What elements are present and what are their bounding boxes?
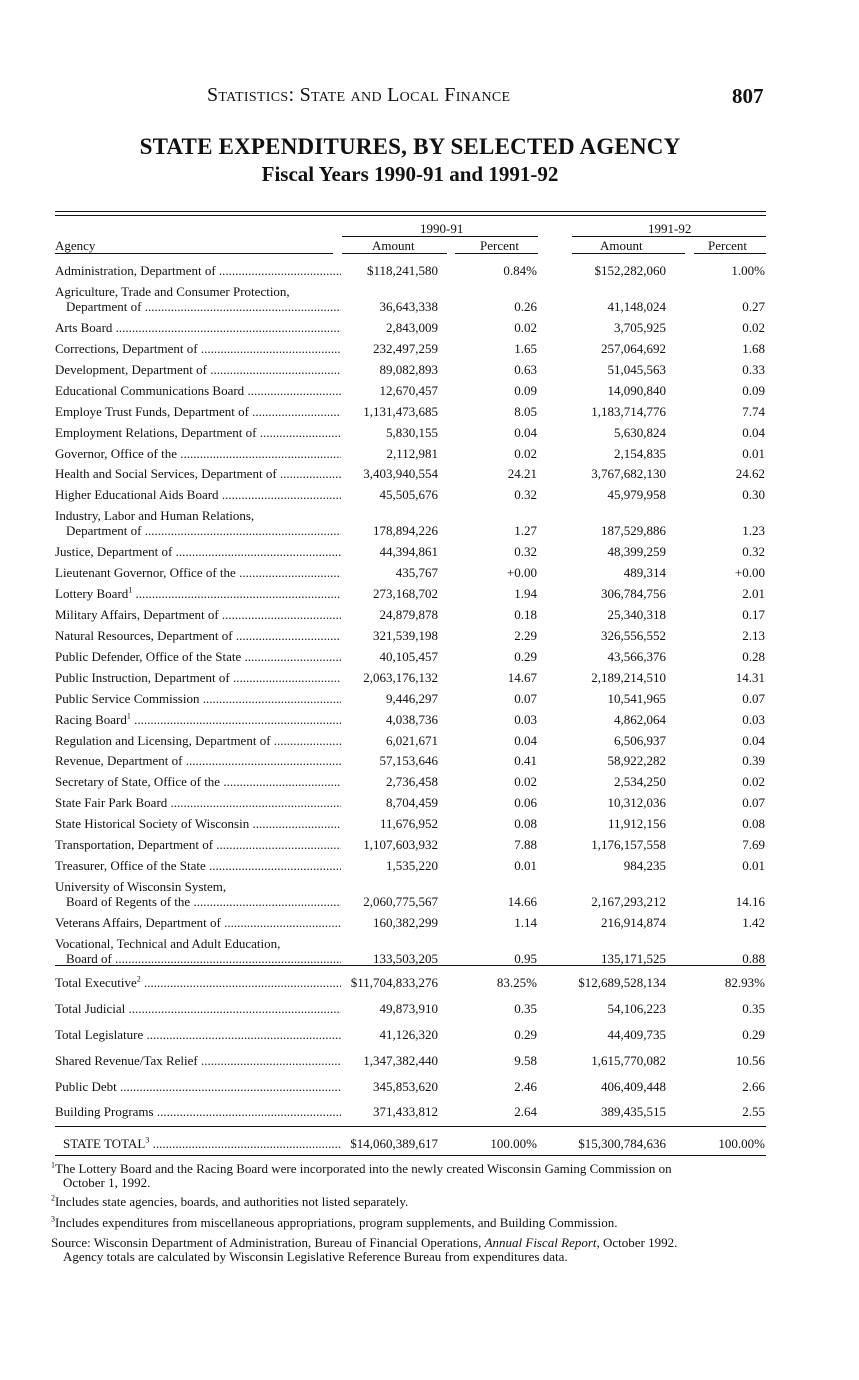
- amount-1990-91: $11,704,833,276: [350, 975, 438, 990]
- amount-1990-91: 44,394,861: [379, 544, 438, 560]
- percent-1990-91: 2.64: [514, 1104, 537, 1119]
- footnote-2-mark: 2: [51, 1193, 55, 1203]
- agency-name: Lieutenant Governor, Office of the .....: [55, 565, 341, 580]
- percent-1990-91: 0.84%: [503, 263, 537, 278]
- agency-name: State Fair Park Board .....: [55, 795, 341, 810]
- percent-1990-91: 0.18: [514, 607, 537, 623]
- agency-name: Transportation, Department of .....: [55, 837, 341, 852]
- amount-1991-92: 54,106,223: [607, 1001, 666, 1016]
- page-subtitle: Fiscal Years 1990-91 and 1991-92: [261, 162, 559, 186]
- footnote-2: [51, 1195, 771, 1209]
- agency-cell: [55, 691, 341, 706]
- amount-1990-91: 371,433,812: [373, 1104, 438, 1119]
- percent-1990-91: 1.14: [514, 915, 537, 930]
- percent-1991-92: 2.66: [742, 1079, 765, 1094]
- amount-1991-92: 3,767,682,130: [591, 466, 666, 482]
- percent-1990-91: 0.04: [514, 732, 537, 748]
- header-underline-percent1: [455, 253, 538, 254]
- agency-name: Lottery Board$^1$ .....: [55, 586, 341, 601]
- percent-1990-91: 0.03: [514, 711, 537, 727]
- agency-cell: [55, 362, 341, 377]
- agency-name: Employe Trust Funds, Department of .....: [55, 404, 341, 419]
- amount-1990-91: 1,107,603,932: [363, 837, 438, 852]
- amount-1991-92-header: Amount: [600, 238, 643, 253]
- amount-1991-92: $152,282,060: [594, 263, 666, 278]
- amount-1990-91: 178,894,226: [373, 523, 438, 539]
- amount-1991-92: 2,154,835: [614, 445, 666, 461]
- percent-1990-91: 0.26: [514, 298, 537, 314]
- percent-1991-92: 0.88: [742, 950, 765, 966]
- total-label-cell: [55, 1079, 341, 1094]
- agency-cell: [55, 733, 341, 748]
- percent-1991-92: 0.30: [742, 487, 765, 503]
- footnote-1-mark: 1: [51, 1160, 55, 1170]
- amount-1990-91: 4,038,736: [386, 711, 438, 727]
- amount-1991-92: 1,176,157,558: [591, 837, 666, 852]
- amount-1991-92: 10,541,965: [607, 690, 666, 706]
- footnote-3-text: Includes expenditures from miscellaneous appropriations, program supplements, and Building Commission.: [55, 1215, 618, 1230]
- agency-name: Racing Board$^1$ .....: [55, 712, 341, 727]
- amount-1991-92: 25,340,318: [607, 607, 666, 623]
- agency-name: State Historical Society of Wisconsin .....: [55, 816, 341, 831]
- agency-cell: [55, 544, 341, 559]
- agency-name: Arts Board .....: [55, 320, 341, 335]
- percent-1991-92: 0.35: [742, 1001, 765, 1016]
- agency-name: Administration, Department of .....: [55, 263, 341, 278]
- totals-top-rule: [55, 965, 766, 966]
- percent-1990-91: 0.35: [514, 1001, 537, 1016]
- percent-1991-92: 0.07: [742, 795, 765, 811]
- header-underline-amount2: [572, 253, 685, 254]
- agency-cell: [55, 607, 341, 622]
- state-total-label-cell: [63, 1136, 341, 1151]
- footnote-ref: 1: [128, 586, 133, 595]
- amount-1991-92: 6,506,937: [614, 732, 666, 748]
- percent-1990-91: 2.29: [514, 628, 537, 643]
- percent-1990-91: 83.25%: [496, 975, 537, 990]
- amount-1990-91-header: Amount: [372, 238, 415, 253]
- agency-name: Revenue, Department of .....: [55, 753, 341, 768]
- agency-column-header: Agency: [55, 238, 96, 253]
- percent-1990-91: 24.21: [507, 466, 537, 482]
- agency-name: Department of .....: [55, 299, 341, 314]
- amount-1991-92: 3,705,925: [614, 320, 666, 336]
- percent-1991-92: 100.00%: [718, 1136, 765, 1151]
- amount-1990-91: 41,126,320: [379, 1027, 438, 1042]
- total-label-cell: [55, 1104, 341, 1119]
- percent-1991-92: 0.04: [742, 732, 765, 748]
- agency-name: Justice, Department of .....: [55, 544, 341, 559]
- amount-1990-91: 12,670,457: [379, 382, 438, 398]
- amount-1990-91: 9,446,297: [386, 690, 438, 706]
- amount-1991-92: 216,914,874: [601, 915, 666, 930]
- percent-1991-92: 0.03: [742, 711, 765, 727]
- year-1990-91-underline: [342, 236, 538, 237]
- agency-cell: [55, 628, 341, 643]
- amount-1991-92: 406,409,448: [601, 1079, 666, 1094]
- total-label: Total Executive$^2$ .....: [55, 975, 341, 990]
- agency-cell: [55, 487, 341, 502]
- amount-1991-92: 326,556,552: [601, 628, 666, 643]
- percent-1990-91: 14.66: [507, 893, 537, 909]
- amount-1991-92: 5,630,824: [614, 424, 666, 440]
- header-underline-agency: [55, 253, 333, 254]
- percent-1990-91-header: Percent: [480, 238, 519, 253]
- percent-1991-92: 1.68: [742, 341, 765, 356]
- total-label: Public Debt .....: [55, 1079, 341, 1094]
- state-total-bottom-rule: [55, 1155, 766, 1156]
- amount-1991-92: 4,862,064: [614, 711, 666, 727]
- amount-1990-91: 6,021,671: [386, 732, 438, 748]
- agency-cell: [55, 446, 341, 461]
- amount-1991-92: 45,979,958: [607, 487, 666, 503]
- percent-1991-92: 7.69: [742, 837, 765, 852]
- amount-1991-92: 306,784,756: [601, 586, 666, 602]
- amount-1990-91: 49,873,910: [379, 1001, 438, 1016]
- percent-1990-91: 9.58: [514, 1053, 537, 1068]
- amount-1991-92: 11,912,156: [607, 816, 666, 832]
- total-label: Building Programs .....: [55, 1104, 341, 1119]
- amount-1991-92: 14,090,840: [607, 382, 666, 398]
- amount-1990-91: 273,168,702: [373, 586, 438, 602]
- agency-name: Regulation and Licensing, Department of .....: [55, 733, 341, 748]
- running-header: Statistics: State and Local Finance: [207, 84, 511, 106]
- footnote-1-continued: October 1, 1992.: [63, 1175, 151, 1190]
- agency-name: Public Service Commission .....: [55, 691, 341, 706]
- percent-1990-91: 0.41: [514, 753, 537, 769]
- agency-name: Development, Department of .....: [55, 362, 341, 377]
- footnote-3: [51, 1216, 771, 1230]
- footnote-ref: 3: [145, 1136, 150, 1145]
- agency-name: Department of .....: [55, 523, 341, 538]
- amount-1990-91: 11,676,952: [379, 816, 438, 832]
- agency-name-line1: Industry, Labor and Human Relations,: [55, 508, 255, 524]
- amount-1991-92: 389,435,515: [601, 1104, 666, 1119]
- state-total-label: STATE TOTAL$^3$ .....: [63, 1136, 341, 1151]
- agency-name: Governor, Office of the .....: [55, 446, 341, 461]
- amount-1990-91: 5,830,155: [386, 424, 438, 440]
- amount-1990-91: 2,063,176,132: [363, 669, 438, 685]
- footnote-ref: 1: [126, 711, 131, 721]
- percent-1990-91: 1.27: [514, 523, 537, 539]
- table-top-rule-2: [55, 215, 766, 216]
- percent-1990-91: 0.29: [514, 1027, 537, 1042]
- page-title: STATE EXPENDITURES, BY SELECTED AGENCY: [139, 134, 681, 159]
- percent-1990-91: 14.67: [507, 669, 537, 685]
- agency-cell: [55, 915, 341, 930]
- footnote-1: [51, 1162, 771, 1190]
- percent-1990-91: 0.06: [514, 795, 537, 811]
- agency-name: Educational Communications Board .....: [55, 383, 341, 398]
- amount-1990-91: 2,736,458: [386, 774, 438, 790]
- percent-1991-92: 7.74: [742, 403, 765, 419]
- amount-1990-91: 232,497,259: [373, 341, 438, 356]
- amount-1991-92: 2,167,293,212: [591, 893, 666, 909]
- agency-cell: [55, 404, 341, 419]
- amount-1990-91: 435,767: [395, 565, 438, 581]
- percent-1991-92: 10.56: [735, 1053, 765, 1068]
- amount-1990-91: 45,505,676: [379, 487, 438, 503]
- percent-1991-92: 0.27: [742, 298, 765, 314]
- percent-1991-92: 0.33: [742, 361, 765, 377]
- percent-1990-91: 0.32: [514, 487, 537, 503]
- source-note: [51, 1236, 771, 1264]
- amount-1991-92: 135,171,525: [601, 950, 666, 966]
- agency-cell: [55, 508, 341, 538]
- percent-1991-92: 1.42: [742, 915, 765, 930]
- amount-1990-91: 57,153,646: [379, 753, 438, 769]
- amount-1991-92: 1,615,770,082: [591, 1053, 666, 1068]
- percent-1991-92: 2.55: [742, 1104, 765, 1119]
- percent-1991-92: 82.93%: [724, 975, 765, 990]
- agency-cell: [55, 753, 341, 768]
- amount-1990-91: 133,503,205: [373, 950, 438, 966]
- percent-1990-91: 0.01: [514, 857, 537, 873]
- agency-cell: [55, 263, 341, 278]
- amount-1991-92: 257,064,692: [601, 341, 666, 356]
- year-1991-92-underline: [572, 236, 766, 237]
- percent-1991-92: 24.62: [735, 466, 765, 482]
- source-publication: Annual Fiscal Report,: [484, 1235, 600, 1250]
- percent-1990-91: 0.02: [514, 774, 537, 790]
- agency-name: Public Defender, Office of the State .....: [55, 649, 341, 664]
- amount-1990-91: 1,131,473,685: [363, 403, 438, 419]
- total-label: Total Legislature .....: [55, 1027, 341, 1042]
- amount-1991-92: 58,922,282: [607, 753, 666, 769]
- percent-1991-92: +0.00: [734, 565, 765, 581]
- agency-cell: [55, 858, 341, 873]
- percent-1991-92: 2.01: [742, 586, 765, 602]
- percent-1990-91: 2.46: [514, 1079, 537, 1094]
- amount-1990-91: $118,241,580: [366, 263, 438, 278]
- percent-1990-91: 0.04: [514, 424, 537, 440]
- agency-name: Corrections, Department of .....: [55, 341, 341, 356]
- total-label-cell: [55, 975, 341, 990]
- amount-1990-91: 1,347,382,440: [363, 1053, 438, 1068]
- amount-1991-92: 10,312,036: [607, 795, 666, 811]
- footnote-2-text: Includes state agencies, boards, and authorities not listed separately.: [55, 1194, 409, 1209]
- year-1991-92-header: 1991-92: [648, 221, 692, 236]
- percent-1991-92-header: Percent: [708, 238, 747, 253]
- agency-name: Secretary of State, Office of the .....: [55, 774, 341, 789]
- percent-1991-92: 0.29: [742, 1027, 765, 1042]
- amount-1991-92: 2,189,214,510: [591, 669, 666, 685]
- percent-1991-92: 0.02: [742, 774, 765, 790]
- amount-1990-91: 321,539,198: [373, 628, 438, 643]
- amount-1991-92: 44,409,735: [607, 1027, 666, 1042]
- amount-1991-92: 984,235: [623, 857, 666, 873]
- agency-cell: [55, 795, 341, 810]
- percent-1990-91: 0.29: [514, 648, 537, 664]
- percent-1990-91: 0.63: [514, 361, 537, 377]
- percent-1991-92: 0.07: [742, 690, 765, 706]
- percent-1991-92: 0.09: [742, 382, 765, 398]
- percent-1991-92: 0.02: [742, 320, 765, 336]
- percent-1990-91: 1.65: [514, 341, 537, 356]
- table-top-rule: [55, 211, 766, 212]
- percent-1990-91: 8.05: [514, 403, 537, 419]
- amount-1991-92: 2,534,250: [614, 774, 666, 790]
- percent-1991-92: 0.28: [742, 648, 765, 664]
- agency-cell: [55, 586, 341, 601]
- agency-name-line1: University of Wisconsin System,: [55, 878, 227, 894]
- percent-1990-91: 0.09: [514, 382, 537, 398]
- amount-1991-92: 1,183,714,776: [591, 403, 666, 419]
- percent-1990-91: 0.08: [514, 816, 537, 832]
- agency-name: Treasurer, Office of the State .....: [55, 858, 341, 873]
- agency-cell: [55, 425, 341, 440]
- agency-cell: [55, 565, 341, 580]
- amount-1990-91: 2,112,981: [386, 445, 438, 461]
- source-text: Source: Wisconsin Department of Administration, Bureau of Financial Operations,: [51, 1235, 482, 1250]
- total-label: Shared Revenue/Tax Relief .....: [55, 1053, 341, 1068]
- agency-name-line1: Agriculture, Trade and Consumer Protection,: [55, 283, 290, 299]
- percent-1991-92: 2.13: [742, 628, 765, 643]
- percent-1990-91: 0.02: [514, 320, 537, 336]
- amount-1990-91: 1,535,220: [386, 857, 438, 873]
- footnote-3-mark: 3: [51, 1214, 55, 1224]
- source-continued: Agency totals are calculated by Wisconsin Legislative Reference Bureau from expenditures data.: [63, 1249, 568, 1264]
- percent-1991-92: 14.16: [735, 893, 765, 909]
- percent-1991-92: 1.23: [742, 523, 765, 539]
- amount-1990-91: 24,879,878: [379, 607, 438, 623]
- agency-cell: [55, 466, 341, 481]
- total-label: Total Judicial .....: [55, 1001, 341, 1016]
- agency-cell: [55, 670, 341, 685]
- total-label-cell: [55, 1001, 341, 1016]
- percent-1990-91: 1.94: [514, 586, 537, 602]
- amount-1991-92: 187,529,886: [601, 523, 666, 539]
- amount-1991-92: 41,148,024: [607, 298, 666, 314]
- percent-1991-92: 0.01: [742, 857, 765, 873]
- total-label-cell: [55, 1053, 341, 1068]
- percent-1990-91: 7.88: [514, 837, 537, 852]
- percent-1991-92: 0.32: [742, 544, 765, 560]
- percent-1991-92: 0.01: [742, 445, 765, 461]
- amount-1990-91: $14,060,389,617: [350, 1136, 438, 1151]
- year-1990-91-header: 1990-91: [420, 221, 464, 236]
- amount-1991-92: 48,399,259: [607, 544, 666, 560]
- agency-cell: [55, 936, 341, 966]
- agency-name: Board of .....: [55, 951, 341, 966]
- agency-name: Military Affairs, Department of .....: [55, 607, 341, 622]
- agency-cell: [55, 816, 341, 831]
- agency-cell: [55, 879, 341, 909]
- amount-1990-91: 36,643,338: [379, 298, 438, 314]
- percent-1990-91: 0.95: [514, 950, 537, 966]
- agency-cell: [55, 284, 341, 314]
- amount-1990-91: 89,082,893: [379, 361, 438, 377]
- agency-cell: [55, 320, 341, 335]
- agency-cell: [55, 341, 341, 356]
- amount-1990-91: 8,704,459: [386, 795, 438, 811]
- percent-1991-92: 0.04: [742, 424, 765, 440]
- agency-name: Natural Resources, Department of .....: [55, 628, 341, 643]
- footnote-ref: 2: [136, 975, 141, 984]
- amount-1990-91: 160,382,299: [373, 915, 438, 930]
- amount-1991-92: $15,300,784,636: [578, 1136, 666, 1151]
- agency-name: Higher Educational Aids Board .....: [55, 487, 341, 502]
- percent-1990-91: 0.02: [514, 445, 537, 461]
- percent-1990-91: 0.07: [514, 690, 537, 706]
- amount-1991-92: 489,314: [623, 565, 666, 581]
- amount-1990-91: 2,843,009: [386, 320, 438, 336]
- percent-1991-92: 14.31: [735, 669, 765, 685]
- percent-1991-92: 0.08: [742, 816, 765, 832]
- amount-1990-91: 2,060,775,567: [363, 893, 438, 909]
- agency-cell: [55, 774, 341, 789]
- agency-name: Employment Relations, Department of .....: [55, 425, 341, 440]
- header-underline-percent2: [694, 253, 766, 254]
- agency-name: Health and Social Services, Department of .....: [55, 466, 341, 481]
- amount-1990-91: 40,105,457: [379, 648, 438, 664]
- agency-name: Veterans Affairs, Department of .....: [55, 915, 341, 930]
- state-total-top-rule: [55, 1126, 766, 1127]
- amount-1991-92: 43,566,376: [607, 648, 666, 664]
- agency-name: Board of Regents of the .....: [55, 894, 341, 909]
- header-underline-amount1: [342, 253, 447, 254]
- amount-1990-91: 345,853,620: [373, 1079, 438, 1094]
- amount-1991-92: $12,689,528,134: [578, 975, 666, 990]
- total-label-cell: [55, 1027, 341, 1042]
- percent-1991-92: 1.00%: [731, 263, 765, 278]
- agency-cell: [55, 712, 341, 727]
- agency-cell: [55, 837, 341, 852]
- page-number: 807: [732, 84, 764, 108]
- agency-name: Public Instruction, Department of .....: [55, 670, 341, 685]
- percent-1991-92: 0.39: [742, 753, 765, 769]
- amount-1990-91: 3,403,940,554: [363, 466, 438, 482]
- source-date: October 1992.: [603, 1235, 678, 1250]
- footnote-1-text: The Lottery Board and the Racing Board were incorporated into the newly created Wisconsin Gaming Commission on: [55, 1161, 672, 1176]
- percent-1990-91: 0.32: [514, 544, 537, 560]
- agency-cell: [55, 649, 341, 664]
- amount-1991-92: 51,045,563: [607, 361, 666, 377]
- percent-1990-91: +0.00: [506, 565, 537, 581]
- percent-1990-91: 100.00%: [490, 1136, 537, 1151]
- percent-1991-92: 0.17: [742, 607, 765, 623]
- agency-cell: [55, 383, 341, 398]
- agency-name-line1: Vocational, Technical and Adult Education,: [55, 935, 281, 951]
